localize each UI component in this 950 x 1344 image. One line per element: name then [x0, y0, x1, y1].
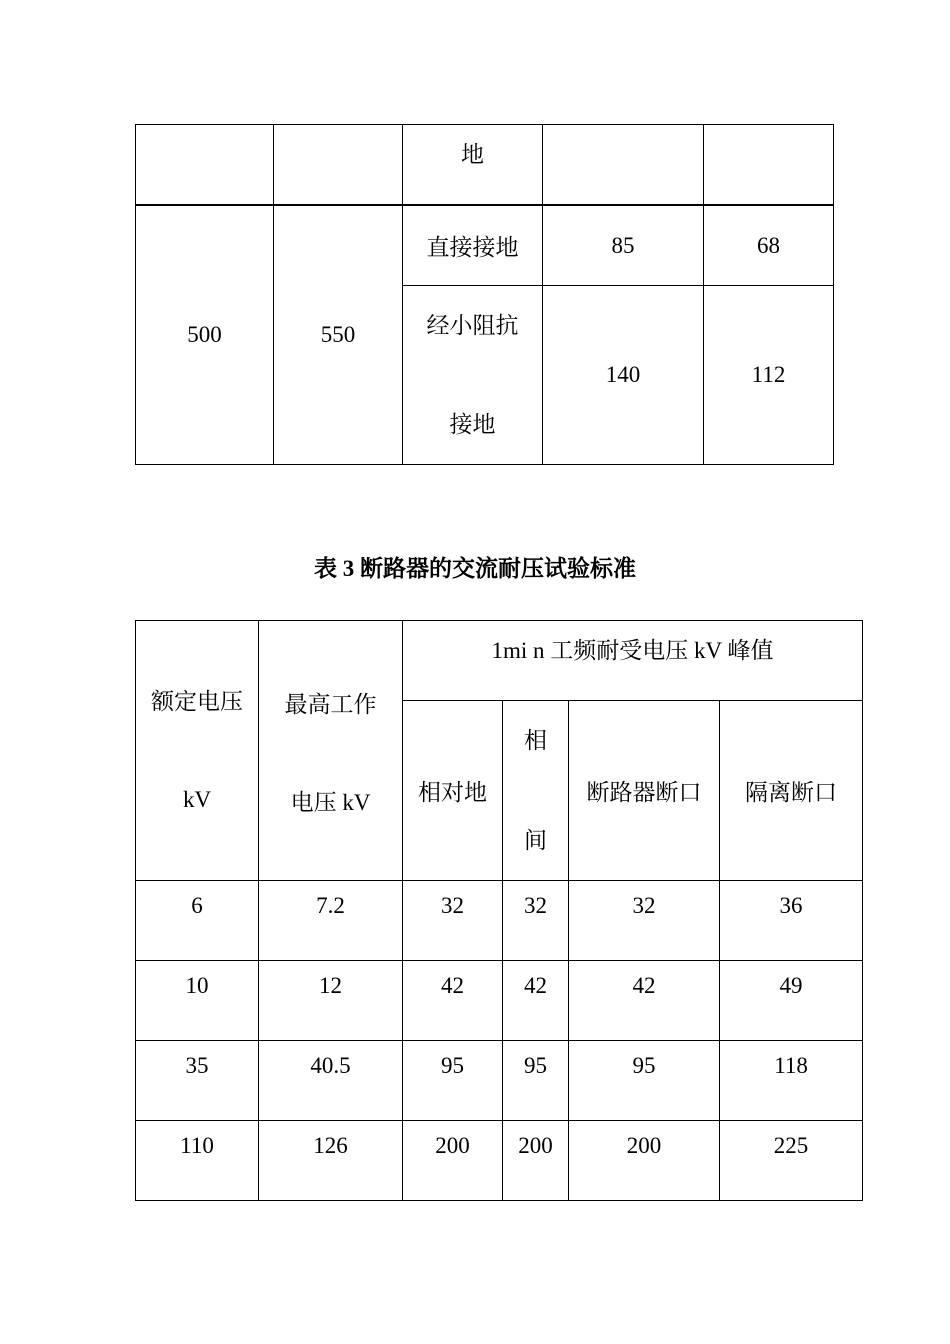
table-cell: 32	[569, 881, 720, 961]
table-row	[136, 125, 834, 206]
table-row	[136, 1121, 863, 1201]
table-cell: 49	[720, 961, 863, 1041]
table-cell: 95	[503, 1041, 569, 1121]
value-cell: 112	[704, 286, 834, 465]
table-cell: 95	[403, 1041, 503, 1121]
grounding-method-cell: 经小阻抗 接地	[403, 286, 543, 465]
table-cell: 32	[403, 881, 503, 961]
table-cell: 42	[569, 961, 720, 1041]
table-cell: 地	[403, 125, 543, 206]
table-header-row	[136, 621, 863, 701]
table-cell: 200	[569, 1121, 720, 1201]
header-withstand-group: 1mi n 工频耐受电压 kV 峰值	[403, 621, 863, 701]
header-max-voltage: 最高工作 电压 kV	[259, 621, 403, 881]
header-rated-voltage: 额定电压 kV	[136, 621, 259, 881]
header-isolation-break: 隔离断口	[720, 701, 863, 881]
header-phase-ground: 相对地	[403, 701, 503, 881]
max-voltage-cell: 550	[274, 205, 403, 465]
table-cell: 95	[569, 1041, 720, 1121]
grounding-method-cell: 直接接地	[403, 205, 543, 286]
table-row	[136, 961, 863, 1041]
breaker-ac-withstand-table	[135, 620, 863, 1201]
table-cell: 12	[259, 961, 403, 1041]
header-breaker-break: 断路器断口	[569, 701, 720, 881]
table-cell: 6	[136, 881, 259, 961]
value-cell: 85	[543, 205, 704, 286]
table-cell: 36	[720, 881, 863, 961]
table-cell: 42	[403, 961, 503, 1041]
table-cell: 110	[136, 1121, 259, 1201]
value-cell: 68	[704, 205, 834, 286]
table-cell	[704, 125, 834, 206]
table-cell: 10	[136, 961, 259, 1041]
grounding-table-continued	[135, 124, 834, 465]
header-phase-phase: 相 间	[503, 701, 569, 881]
value-cell: 140	[543, 286, 704, 465]
table-cell: 42	[503, 961, 569, 1041]
table-cell: 200	[403, 1121, 503, 1201]
table-cell: 126	[259, 1121, 403, 1201]
table-cell: 118	[720, 1041, 863, 1121]
table-cell: 32	[503, 881, 569, 961]
table-cell: 40.5	[259, 1041, 403, 1121]
table-cell	[136, 125, 274, 206]
table-title: 表 3 断路器的交流耐压试验标准	[314, 556, 636, 581]
table-cell: 7.2	[259, 881, 403, 961]
table-cell	[543, 125, 704, 206]
rated-voltage-cell: 500	[136, 205, 274, 465]
table-cell: 200	[503, 1121, 569, 1201]
table-cell: 35	[136, 1041, 259, 1121]
table-cell	[274, 125, 403, 206]
table-row	[136, 205, 834, 286]
table-cell: 225	[720, 1121, 863, 1201]
table-row	[136, 1041, 863, 1121]
table-row	[136, 881, 863, 961]
